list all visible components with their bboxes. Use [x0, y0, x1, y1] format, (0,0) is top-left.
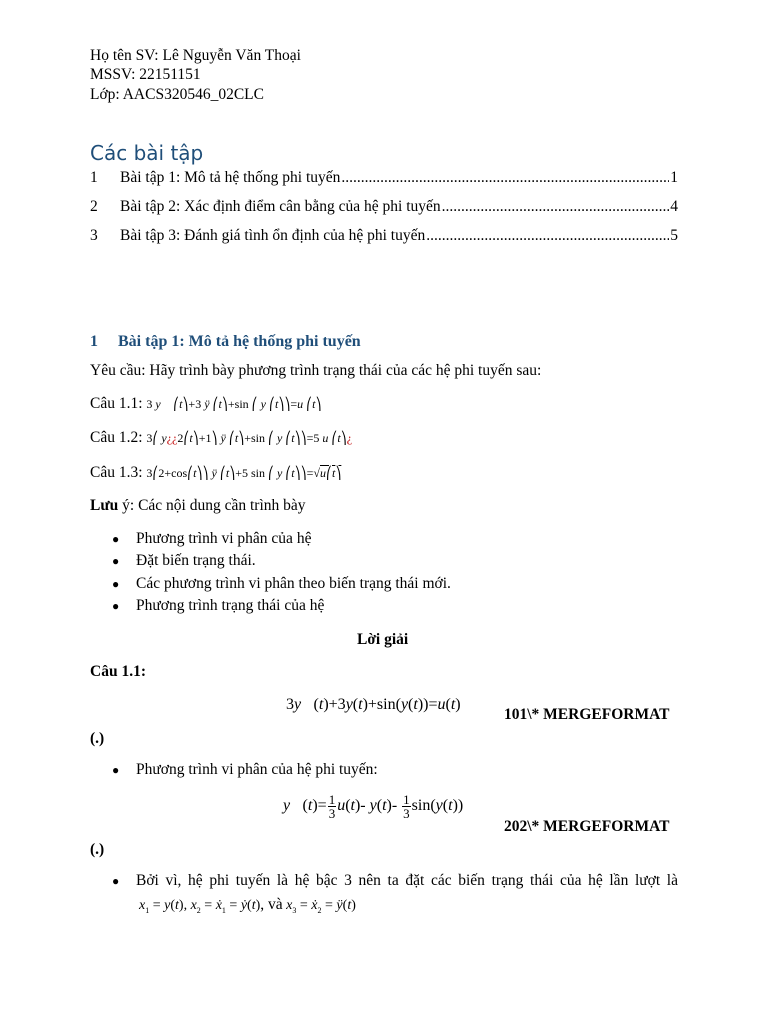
- state-variables: $x_1 = y(t)$, $x_2$ = ẋ$_1$ = ẏ(t), và $x_3$ = ẋ$_2$ = ÿ(t): [139, 896, 356, 915]
- equation-1-3: 3⎛2+cos⎛t⎞⎞ ÿ ⎛t⎞+5 sin ⎛ y ⎛t⎞⎞=√u⎛t⎞: [146, 466, 342, 480]
- bullet-icon: ●: [112, 577, 120, 591]
- note-text: ý: Các nội dung cần trình bày: [118, 497, 306, 514]
- toc-entry-text: Bài tập 2: Xác định điểm cân bằng của hệ phi tuyến: [120, 198, 441, 215]
- class-code: Lớp: AACS320546_02CLC: [90, 86, 264, 103]
- section-number: 1: [90, 333, 98, 350]
- and-text: , và: [260, 896, 283, 913]
- section-heading: [90, 333, 361, 351]
- student-id: MSSV: 22151151: [90, 66, 201, 83]
- toc-entry-number: 1: [90, 169, 98, 186]
- equation-1-2: 3⎛ y¿¿2⎛t⎞+1⎞ ÿ ⎛t⎞+sin ⎛ y ⎛t⎞⎞=5 u ⎛t⎞¿: [146, 431, 353, 445]
- note-bold: Lưu: [90, 497, 119, 514]
- list-item: Các phương trình vi phân theo biến trạng thái mới.: [136, 575, 451, 592]
- bullet-icon: ●: [112, 874, 120, 888]
- equation-tag: 101\* MERGEFORMAT: [504, 706, 670, 723]
- question-1-1: [90, 395, 321, 413]
- toc-leader: [442, 198, 670, 216]
- bullet-icon: ●: [112, 763, 120, 777]
- toc-entry-page: 4: [670, 198, 678, 215]
- bullet-icon: ●: [112, 532, 120, 546]
- toc-leader: [341, 169, 669, 187]
- bullet-icon: ●: [112, 599, 120, 613]
- note-line: [90, 497, 306, 515]
- section-title: Bài tập 1: Mô tả hệ thống phi tuyến: [118, 333, 361, 350]
- question-label: Câu 1.1:: [90, 395, 147, 412]
- equation-202: y⃛(t)= $\frac{1}{3}$ u(t)- y(t)- $\frac{1}{3}$ sin(y(t)): [283, 792, 464, 821]
- list-item: Bởi vì, hệ phi tuyến là hệ bậc 3 nên ta đặt các biến trạng thái của hệ lần lượt là: [136, 872, 678, 889]
- toc-entry[interactable]: [90, 169, 678, 187]
- toc-entry-page: 5: [670, 227, 678, 244]
- equation-1-1: 3 y⃛ ⎛t⎞+3 ÿ ⎛t⎞+sin ⎛ y ⎛t⎞⎞=u ⎛t⎞: [146, 397, 322, 411]
- bullet-icon: ●: [112, 554, 120, 568]
- student-name: Họ tên SV: Lê Nguyễn Văn Thoại: [90, 47, 301, 64]
- toc-entry[interactable]: [90, 227, 678, 245]
- list-item: Phương trình trạng thái của hệ: [136, 597, 325, 614]
- question-1-2: [90, 429, 352, 447]
- requirement-text: Yêu cầu: Hãy trình bày phương trình trạng thái của các hệ phi tuyến sau:: [90, 362, 542, 379]
- equation-101: 3y⃛(t)+3y(t)+sin(y(t))=u(t): [286, 696, 461, 713]
- question-1-3: [90, 464, 341, 482]
- equation-tag: 202\* MERGEFORMAT: [504, 818, 670, 835]
- toc-leader: [426, 227, 669, 245]
- list-item: Phương trình vi phân của hệ phi tuyến:: [136, 761, 378, 778]
- toc-entry-number: 3: [90, 227, 98, 244]
- list-item: Đặt biến trạng thái.: [136, 552, 256, 569]
- toc-entry-page: 1: [670, 169, 678, 186]
- question-label: Câu 1.2:: [90, 429, 147, 446]
- list-item: Phương trình vi phân của hệ: [136, 530, 312, 547]
- toc-entry-text: Bài tập 3: Đánh giá tình ổn định của hệ phi tuyến: [120, 227, 426, 244]
- toc-entry-text: Bài tập 1: Mô tả hệ thống phi tuyến: [120, 169, 341, 186]
- toc-title: Các bài tập: [90, 141, 204, 165]
- toc-entry-number: 2: [90, 198, 98, 215]
- toc-entry[interactable]: [90, 198, 678, 216]
- question-label: Câu 1.3:: [90, 464, 147, 481]
- cau-1-1-label: Câu 1.1:: [90, 663, 146, 680]
- equation-number: (.): [90, 841, 105, 858]
- equation-number: (.): [90, 730, 105, 747]
- solution-title: Lời giải: [357, 631, 409, 648]
